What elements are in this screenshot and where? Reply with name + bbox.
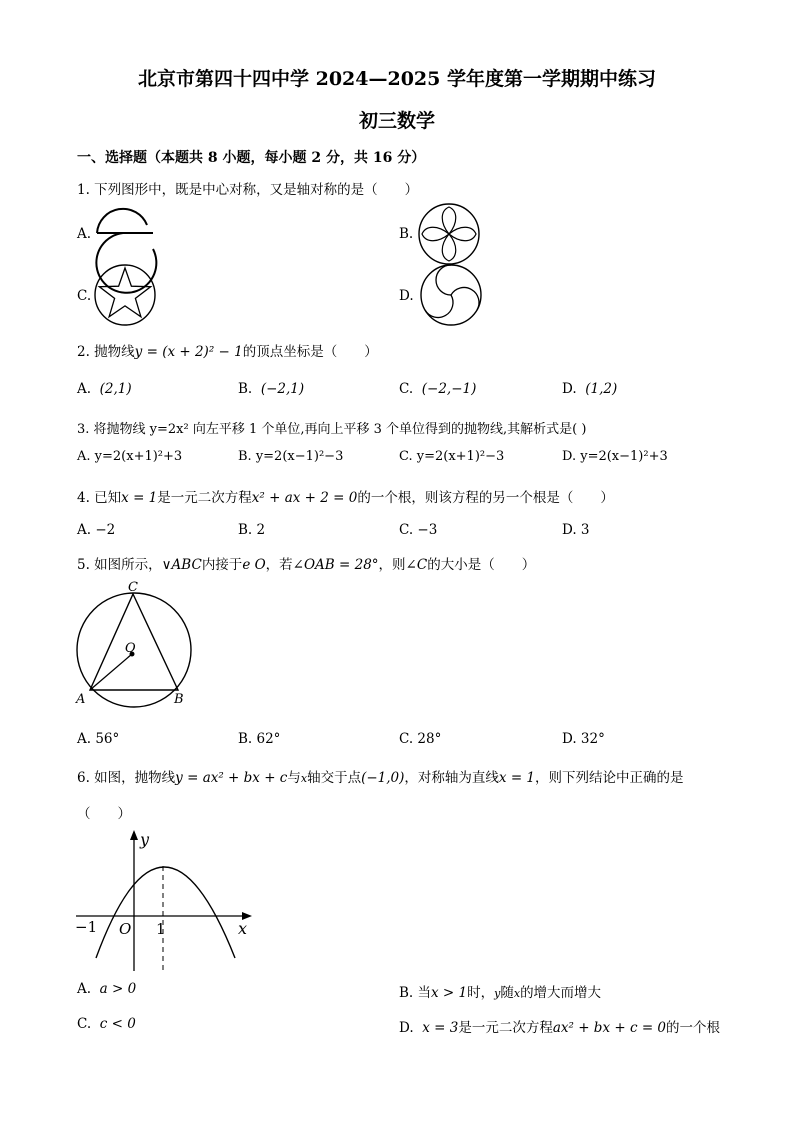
q1-figure-b <box>418 203 480 265</box>
q1-option-b-label[interactable]: B. <box>399 226 414 242</box>
q6-option-b[interactable]: B. 当x > 1时，y随x的增大而增大 <box>399 985 602 1001</box>
q1-figure-a <box>90 203 160 263</box>
q5-option-c[interactable]: C. 28° <box>399 731 442 747</box>
q6-label-1: 1 <box>156 920 166 938</box>
q2-option-b[interactable]: B. (−2,1) <box>238 381 305 397</box>
question-6-stem: 6. 如图，抛物线y = ax² + bx + c与x轴交于点(−1,0)，对称轴为直线x = 1，则下列结论中正确的是 <box>77 770 684 786</box>
question-4-stem: 4. 已知x = 1是一元二次方程x² + ax + 2 = 0的一个根，则该方程的另一个根是（ ） <box>77 490 614 506</box>
q5-option-a[interactable]: A. 56° <box>77 731 120 747</box>
q6-option-c[interactable]: C. c < 0 <box>77 1016 136 1032</box>
q1-figure-d <box>420 264 482 326</box>
q4-option-d[interactable]: D. 3 <box>562 522 590 538</box>
q4-option-b[interactable]: B. 2 <box>238 522 266 538</box>
question-2-stem <box>77 340 378 360</box>
q3-option-d[interactable]: D. y=2(x−1)²+3 <box>562 449 668 464</box>
question-1-stem: 1. 下列图形中，既是中心对称，又是轴对称的是（ ） <box>77 182 419 198</box>
q2-option-d[interactable]: D. (1,2) <box>562 381 618 397</box>
page-title: 北京市第四十四中学 2024—2025 学年度第一学期期中练习 <box>138 68 656 90</box>
q1-figure-c <box>94 264 156 326</box>
q2-stem-equation: y = (x + 2)² − 1 <box>134 344 243 360</box>
q1-option-d-label[interactable]: D. <box>399 288 414 304</box>
page-subtitle: 初三数学 <box>358 110 435 132</box>
q5-label-b: B <box>174 692 184 707</box>
question-6-paren: （ ） <box>77 806 131 822</box>
q2-option-a[interactable]: A. (2,1) <box>77 381 132 397</box>
q2-stem-pre: 2. 抛物线 <box>77 344 135 360</box>
q3-option-b[interactable]: B. y=2(x−1)²−3 <box>238 449 344 464</box>
section-heading: 一、选择题（本题共 8 小题，每小题 2 分，共 16 分） <box>77 150 426 166</box>
q5-circle-figure <box>70 582 200 712</box>
q5-option-d[interactable]: D. 32° <box>562 731 605 747</box>
q3-option-c[interactable]: C. y=2(x+1)²−3 <box>399 449 505 464</box>
q5-option-b[interactable]: B. 62° <box>238 731 281 747</box>
q6-option-d[interactable]: D. x = 3是一元二次方程ax² + bx + c = 0的一个根 <box>399 1020 721 1036</box>
q6-label-x: x <box>238 919 248 938</box>
question-5-stem: 5. 如图所示，∨ABC内接于e O，若∠OAB = 28°，则∠C的大小是（ ） <box>77 557 536 573</box>
q6-label-y: y <box>140 830 150 849</box>
question-3-stem: 3. 将抛物线 y=2x² 向左平移 1 个单位,再向上平移 3 个单位得到的抛物线,其解析式是( ) <box>77 422 587 437</box>
q1-option-c-label[interactable]: C. <box>77 288 92 304</box>
q5-label-c: C <box>128 580 138 595</box>
q4-option-c[interactable]: C. −3 <box>399 522 438 538</box>
q4-option-a[interactable]: A. −2 <box>77 522 116 538</box>
q1-option-a-label[interactable]: A. <box>77 226 92 242</box>
q2-option-c[interactable]: C. (−2,−1) <box>399 381 477 397</box>
q2-stem-post: 的顶点坐标是（ ） <box>242 344 378 360</box>
q6-label-neg1: −1 <box>75 918 98 936</box>
q3-option-a[interactable]: A. y=2(x+1)²+3 <box>77 449 183 464</box>
q6-option-a[interactable]: A. a > 0 <box>77 981 137 997</box>
q6-label-origin: O <box>119 920 132 938</box>
q5-label-o: O <box>125 641 136 656</box>
q5-label-a: A <box>76 692 86 707</box>
q6-parabola-figure <box>72 826 262 976</box>
